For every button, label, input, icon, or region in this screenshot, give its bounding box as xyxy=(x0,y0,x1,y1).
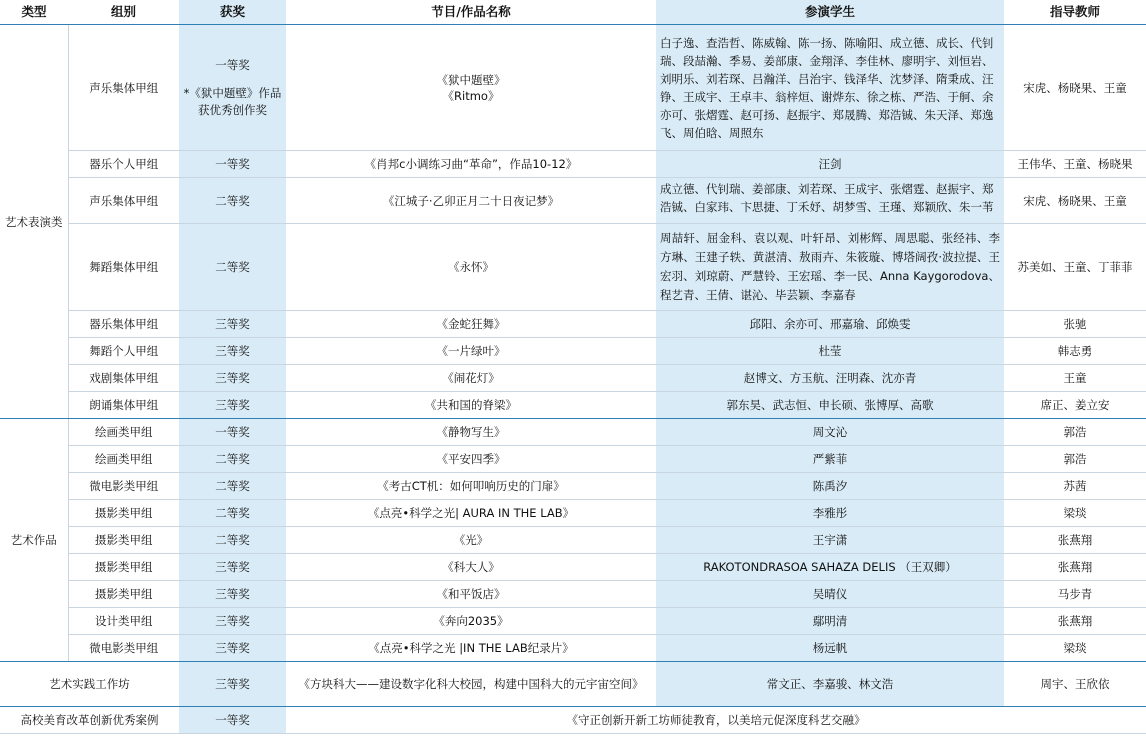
students-cell: 陈禹汐 xyxy=(656,473,1004,500)
students-cell: 赵博文、方玉航、汪明森、沈亦青 xyxy=(656,365,1004,392)
title-cell: 《平安四季》 xyxy=(286,446,656,473)
table-row xyxy=(0,581,1146,608)
students-cell: 李雅彤 xyxy=(656,500,1004,527)
header-row xyxy=(0,0,1146,25)
group-cell: 声乐集体甲组 xyxy=(68,178,179,224)
group-cell: 绘画类甲组 xyxy=(68,446,179,473)
award-cell: 三等奖 xyxy=(179,635,286,662)
group-cell: 摄影类甲组 xyxy=(68,554,179,581)
title-cell: 《点亮•科学之光 |IN THE LAB纪录片》 xyxy=(286,635,656,662)
title-cell: 《考古CT机：如何叩响历史的门扉》 xyxy=(286,473,656,500)
students-cell: 王宇潇 xyxy=(656,527,1004,554)
teachers-cell: 郭浩 xyxy=(1004,419,1146,446)
award-cell: 三等奖 xyxy=(179,311,286,338)
title-cell: 《永怀》 xyxy=(286,224,656,311)
title-line-2: 《Ritmo》 xyxy=(442,88,500,103)
award-cell: 三等奖 xyxy=(179,581,286,608)
group-cell: 摄影类甲组 xyxy=(68,581,179,608)
header-group: 组别 xyxy=(68,0,179,25)
type-cell-case: 高校美育改革创新优秀案例 xyxy=(0,707,179,734)
award-cell: 二等奖 xyxy=(179,473,286,500)
teachers-cell: 王伟华、王童、杨晓果 xyxy=(1004,151,1146,178)
title-cell: 《静物写生》 xyxy=(286,419,656,446)
award-cell: 二等奖 xyxy=(179,500,286,527)
teachers-cell: 马步青 xyxy=(1004,581,1146,608)
award-cell: 二等奖 xyxy=(179,224,286,311)
teachers-cell: 张燕翔 xyxy=(1004,554,1146,581)
award-cell: 三等奖 xyxy=(179,392,286,419)
table-row xyxy=(0,500,1146,527)
teachers-cell: 宋虎、杨晓果、王童 xyxy=(1004,25,1146,151)
teachers-cell: 韩志勇 xyxy=(1004,338,1146,365)
students-cell: 邱阳、余亦可、邢嘉瑜、邱焕雯 xyxy=(656,311,1004,338)
group-cell: 摄影类甲组 xyxy=(68,500,179,527)
table-row-workshop xyxy=(0,662,1146,707)
award-cell: 三等奖 xyxy=(179,662,286,707)
students-cell: 汪剑 xyxy=(656,151,1004,178)
header-title: 节目/作品名称 xyxy=(286,0,656,25)
type-cell-works: 艺术作品 xyxy=(0,419,68,662)
title-cell: 《闹花灯》 xyxy=(286,365,656,392)
type-cell-workshop: 艺术实践工作坊 xyxy=(0,662,179,707)
title-cell: 《方块科大——建设数字化科大校园，构建中国科大的元宇宙空间》 xyxy=(286,662,656,707)
teachers-cell: 席正、姜立安 xyxy=(1004,392,1146,419)
table-row xyxy=(0,554,1146,581)
title-cell: 《江城子·乙卯正月二十日夜记梦》 xyxy=(286,178,656,224)
teachers-cell: 梁琰 xyxy=(1004,500,1146,527)
teachers-cell: 郭浩 xyxy=(1004,446,1146,473)
title-cell: 《金蛇狂舞》 xyxy=(286,311,656,338)
group-cell: 声乐集体甲组 xyxy=(68,25,179,151)
teachers-cell: 宋虎、杨晓果、王童 xyxy=(1004,178,1146,224)
header-type: 类型 xyxy=(0,0,68,25)
award-cell xyxy=(179,25,286,151)
award-cell: 三等奖 xyxy=(179,338,286,365)
group-cell: 设计类甲组 xyxy=(68,608,179,635)
teachers-cell: 苏茜 xyxy=(1004,473,1146,500)
table-row xyxy=(0,365,1146,392)
group-cell: 器乐个人甲组 xyxy=(68,151,179,178)
table-row xyxy=(0,338,1146,365)
type-cell-performance: 艺术表演类 xyxy=(0,25,68,419)
group-cell: 微电影类甲组 xyxy=(68,635,179,662)
students-cell: 吴晴仪 xyxy=(656,581,1004,608)
title-cell: 《光》 xyxy=(286,527,656,554)
students-cell: 周喆轩、屈金科、袁以观、叶轩昂、刘彬辉、周思聪、张经祎、李方琳、王建子轶、黄湛清、敖雨卉、朱筱璇、博塔阔孜·波拉提、王宏羽、刘琼蔚、严慧铃、王宏瑶、李一民、Anna Kaygorodova、程艺青、王倩、谌沁、毕芸颖、李嘉春 xyxy=(656,224,1004,311)
title-line-1: 《狱中题壁》 xyxy=(436,72,506,87)
group-cell: 器乐集体甲组 xyxy=(68,311,179,338)
students-cell: 杨远帆 xyxy=(656,635,1004,662)
table-row xyxy=(0,224,1146,311)
students-cell: 白子逸、查浩哲、陈威翰、陈一扬、陈喻阳、成立德、成长、代钊瑞、段喆瀚、季易、姜部康、金翔泽、李佳林、廖明宇、刘恒岩、刘明乐、刘若琛、吕瀚洋、吕治宇、钱泽华、沈梦泽、隋秉成、汪铮、王成宇、王卓丰、翁梓烜、谢烨东、徐之栋、严浩、于舸、余亦可、张熠霆、赵可扬、赵振宇、郑晟腾、郑浩铖、朱天泽、郑逸飞、周伯晗、周照东 xyxy=(656,25,1004,151)
title-cell: 《肖邦c小调练习曲“革命”，作品10-12》 xyxy=(286,151,656,178)
group-cell: 摄影类甲组 xyxy=(68,527,179,554)
header-teachers: 指导教师 xyxy=(1004,0,1146,25)
teachers-cell: 王童 xyxy=(1004,365,1146,392)
students-cell: 鄢明清 xyxy=(656,608,1004,635)
title-cell: 《科大人》 xyxy=(286,554,656,581)
group-cell: 朗诵集体甲组 xyxy=(68,392,179,419)
teachers-cell: 张驰 xyxy=(1004,311,1146,338)
students-clip: 成立德、代钊瑞、姜部康、刘若琛、王成宇、张熠霆、赵振宇、郑浩铖、白家玮、卞思捷、丁禾妤、胡梦雪、王瑾、郑颖欣、朱一苇 xyxy=(660,182,994,214)
table-row xyxy=(0,527,1146,554)
award-cell: 三等奖 xyxy=(179,608,286,635)
teachers-cell: 苏美如、王童、丁菲菲 xyxy=(1004,224,1146,311)
award-cell: 二等奖 xyxy=(179,446,286,473)
teachers-cell: 张燕翔 xyxy=(1004,527,1146,554)
students-cell: 严紫菲 xyxy=(656,446,1004,473)
title-cell xyxy=(286,25,656,151)
award-cell: 三等奖 xyxy=(179,365,286,392)
table-row xyxy=(0,25,1146,151)
title-cell: 《点亮•科学之光| AURA IN THE LAB》 xyxy=(286,500,656,527)
award-value: 一等奖 xyxy=(215,57,250,72)
title-cell: 《共和国的脊梁》 xyxy=(286,392,656,419)
students-cell: RAKOTONDRASOA SAHAZA DELIS （王双卿） xyxy=(656,554,1004,581)
award-cell: 一等奖 xyxy=(179,419,286,446)
students-cell: 周文沁 xyxy=(656,419,1004,446)
students-cell: 常文正、李嘉骏、林文浩 xyxy=(656,662,1004,707)
table-row xyxy=(0,311,1146,338)
award-cell: 二等奖 xyxy=(179,527,286,554)
group-cell: 戏剧集体甲组 xyxy=(68,365,179,392)
group-cell: 微电影类甲组 xyxy=(68,473,179,500)
award-cell: 二等奖 xyxy=(179,178,286,224)
title-cell: 《和平饭店》 xyxy=(286,581,656,608)
table-row xyxy=(0,419,1146,446)
table-row xyxy=(0,608,1146,635)
students-cell: 杜莹 xyxy=(656,338,1004,365)
table-row xyxy=(0,151,1146,178)
award-cell: 一等奖 xyxy=(179,151,286,178)
table-row xyxy=(0,392,1146,419)
teachers-cell: 梁琰 xyxy=(1004,635,1146,662)
students-cell: 郭东昊、武志恒、申长硕、张博厚、高歌 xyxy=(656,392,1004,419)
table-row xyxy=(0,446,1146,473)
title-cell: 《一片绿叶》 xyxy=(286,338,656,365)
table-row xyxy=(0,635,1146,662)
award-cell: 一等奖 xyxy=(179,707,286,734)
group-cell: 绘画类甲组 xyxy=(68,419,179,446)
table-row-case xyxy=(0,707,1146,734)
teachers-cell: 张燕翔 xyxy=(1004,608,1146,635)
title-cell: 《奔向2035》 xyxy=(286,608,656,635)
teachers-cell: 周宇、王欣依 xyxy=(1004,662,1146,707)
table-row xyxy=(0,473,1146,500)
award-note: *《狱中题壁》作品获优秀创作奖 xyxy=(183,85,282,117)
table-row xyxy=(0,178,1146,224)
header-students: 参演学生 xyxy=(656,0,1004,25)
students-cell xyxy=(656,178,1004,224)
award-cell: 三等奖 xyxy=(179,554,286,581)
group-cell: 舞蹈集体甲组 xyxy=(68,224,179,311)
title-cell: 《守正创新开新工坊师徒教育，以美培元促深度科艺交融》 xyxy=(286,707,1146,734)
header-award: 获奖 xyxy=(179,0,286,25)
group-cell: 舞蹈个人甲组 xyxy=(68,338,179,365)
